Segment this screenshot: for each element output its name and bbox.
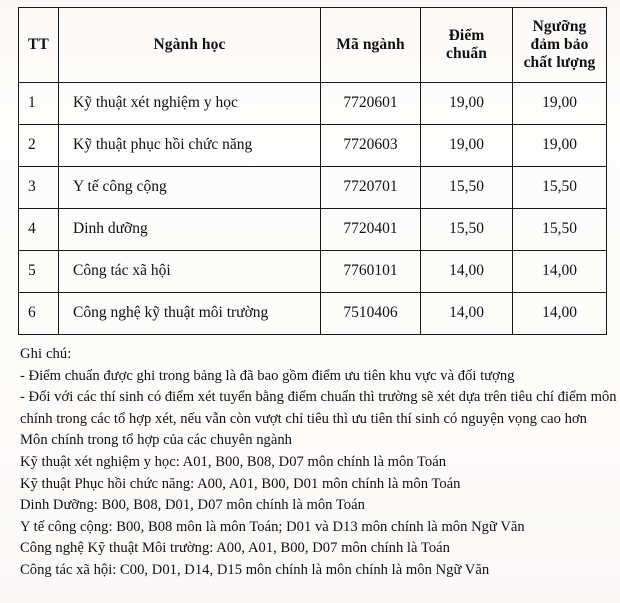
column-header-quality-threshold-line2: đảm bảo xyxy=(530,36,589,54)
cell-major-name: Công tác xã hội xyxy=(59,251,321,293)
cell-benchmark-score: 19,00 xyxy=(421,83,513,125)
cell-benchmark-score: 15,50 xyxy=(421,209,513,251)
cell-benchmark-score: 15,50 xyxy=(421,167,513,209)
cell-order-number: 2 xyxy=(19,125,59,167)
column-header-code: Mã ngành xyxy=(321,8,421,83)
cell-quality-threshold: 19,00 xyxy=(513,83,607,125)
cell-benchmark-score: 14,00 xyxy=(421,293,513,335)
cell-order-number: 6 xyxy=(19,293,59,335)
cell-quality-threshold: 14,00 xyxy=(513,293,607,335)
column-header-quality-threshold-line1: Ngưỡng xyxy=(532,18,587,36)
cell-major-name: Y tế công cộng xyxy=(59,167,321,209)
cell-major-code: 7760101 xyxy=(321,251,421,293)
note-line: Dinh Dưỡng: B00, B08, D01, D07 môn chính là môn Toán xyxy=(20,497,365,514)
column-header-quality-threshold-line3: chất lượng xyxy=(523,53,596,71)
admission-score-table xyxy=(18,7,607,335)
cell-order-number: 5 xyxy=(19,251,59,293)
notes-section xyxy=(20,344,617,582)
cell-order-number: 4 xyxy=(19,209,59,251)
cell-major-name: Kỹ thuật phục hồi chức năng xyxy=(59,125,321,167)
column-header-benchmark-score xyxy=(421,8,513,83)
cell-quality-threshold: 14,00 xyxy=(513,251,607,293)
table-row xyxy=(19,293,607,335)
table-header xyxy=(19,8,607,83)
cell-benchmark-score: 14,00 xyxy=(421,251,513,293)
cell-order-number: 3 xyxy=(19,167,59,209)
note-line: Môn chính trong tổ hợp của các chuyên ngành xyxy=(20,432,292,449)
cell-major-name: Dinh dưỡng xyxy=(59,209,321,251)
table-header-row xyxy=(19,8,607,83)
cell-major-code: 7720401 xyxy=(321,209,421,251)
column-header-major: Ngành học xyxy=(59,8,321,83)
column-header-benchmark-score-line1: Điểm xyxy=(448,27,485,45)
note-line: Kỹ thuật xét nghiệm y học: A01, B00, B08, D07 môn chính là môn Toán xyxy=(20,453,447,470)
column-header-tt: TT xyxy=(19,8,59,83)
note-line: Công tác xã hội: C00, D01, D14, D15 môn chính là môn chính là môn Ngữ Văn xyxy=(20,561,490,578)
note-line: Y tế công cộng: B00, B08 môn là môn Toán; D01 và D13 môn chính là môn Ngữ Văn xyxy=(20,518,525,535)
notes-title: Ghi chú: xyxy=(20,346,72,362)
table-row xyxy=(19,167,607,209)
notes-lines xyxy=(20,366,617,582)
note-line: Kỹ thuật Phục hồi chức năng: A00, A01, B00, D01 môn chính là môn Toán xyxy=(20,475,461,492)
cell-quality-threshold: 15,50 xyxy=(513,209,607,251)
cell-major-name: Công nghệ kỹ thuật môi trường xyxy=(59,293,321,335)
cell-quality-threshold: 19,00 xyxy=(513,125,607,167)
note-line: - Đối với các thí sinh có điểm xét tuyển bằng điểm chuẩn thì trường sẽ xét dựa trên tiêu chí điểm môn xyxy=(20,389,617,406)
note-line: Công nghệ Kỹ thuật Môi trường: A00, A01, B00, D07 môn chính là Toán xyxy=(20,540,450,557)
column-header-quality-threshold xyxy=(513,8,607,83)
cell-major-code: 7720601 xyxy=(321,83,421,125)
cell-major-code: 7720603 xyxy=(321,125,421,167)
table-row xyxy=(19,209,607,251)
cell-major-code: 7720701 xyxy=(321,167,421,209)
column-header-benchmark-score-line2: chuẩn xyxy=(446,45,487,62)
table-body xyxy=(19,83,607,335)
cell-benchmark-score: 19,00 xyxy=(421,125,513,167)
cell-order-number: 1 xyxy=(19,83,59,125)
note-line: chính trong các tổ hợp xét, nếu vẫn còn vượt chỉ tiêu thì ưu tiên thí sinh có nguyện vọng cao hơn xyxy=(20,410,587,427)
note-line: - Điểm chuẩn được ghi trong bảng là đã bao gồm điểm ưu tiên khu vực và đối tượng xyxy=(20,367,515,384)
table-row xyxy=(19,125,607,167)
cell-major-name: Kỹ thuật xét nghiệm y học xyxy=(59,83,321,125)
cell-major-code: 7510406 xyxy=(321,293,421,335)
table-row xyxy=(19,251,607,293)
table-row xyxy=(19,83,607,125)
cell-quality-threshold: 15,50 xyxy=(513,167,607,209)
